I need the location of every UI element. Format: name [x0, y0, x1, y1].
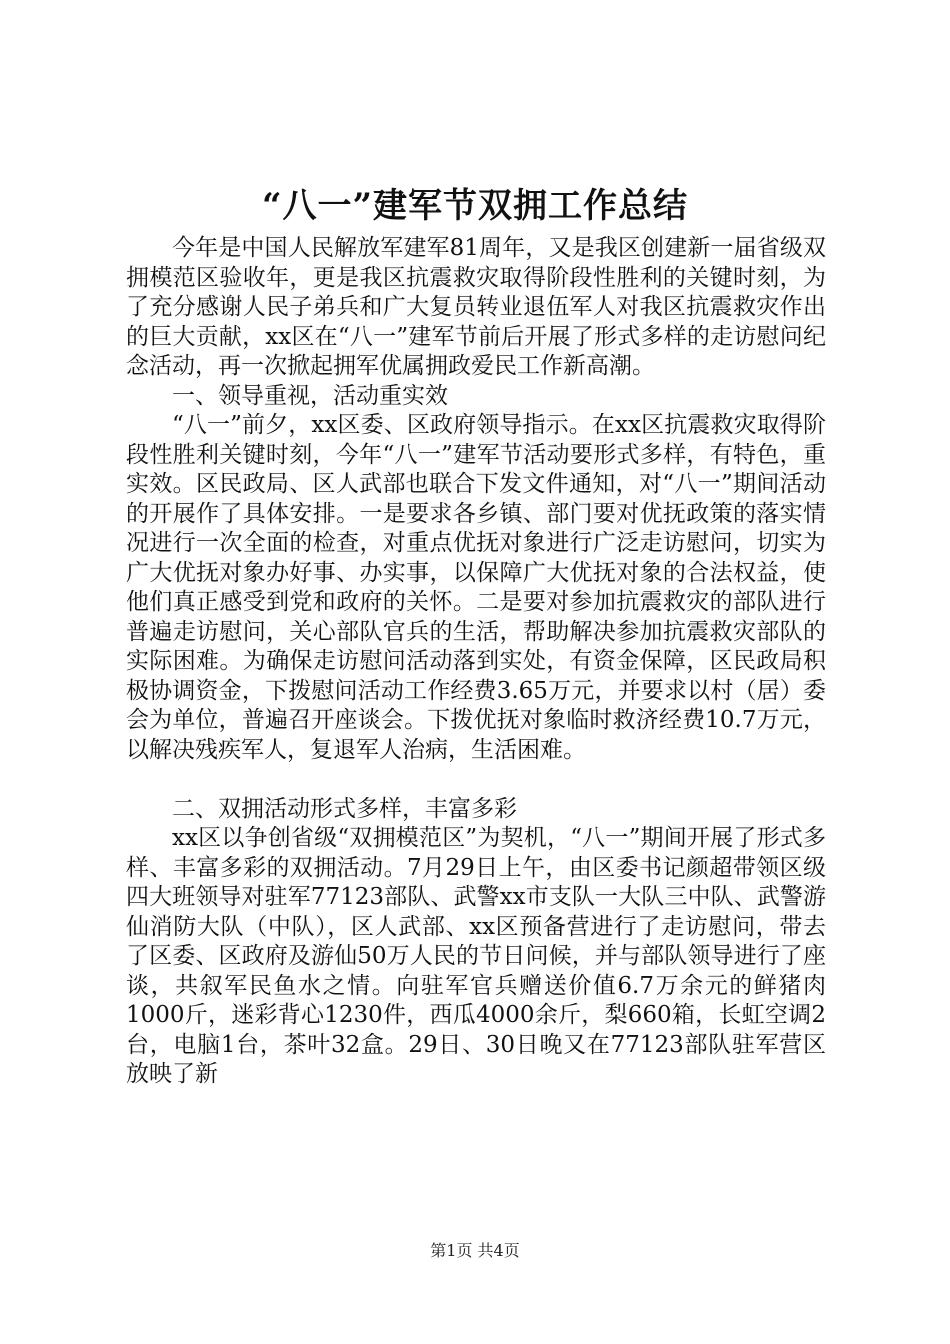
- section-spacer: [126, 765, 826, 795]
- intro-paragraph: 今年是中国人民解放军建军81周年，又是我区创建新一届省级双拥模范区验收年，更是我区抗震救灾取得阶段性胜利的关键时刻，为了充分感谢人民子弟兵和广大复员转业退伍军人对我区抗震救灾作出的巨大贡献，xx区在“八一”建军节前后开展了形式多样的走访慰问纪念活动，再一次掀起拥军优属拥政爱民工作新高潮。: [126, 235, 826, 379]
- section-2-heading: 二、双拥活动形式多样，丰富多彩: [172, 795, 517, 822]
- section-1-heading: 一、领导重视，活动重实效: [172, 382, 448, 409]
- section-2-paragraph: xx区以争创省级“双拥模范区”为契机，“八一”期间开展了形式多样、丰富多彩的双拥活动。7月29日上午，由区委书记颜超带领区级四大班领导对驻军77123部队、武警xx市支队一大队三中队、武警游仙消防大队（中队），区人武部、xx区预备营进行了走访慰问，带去了区委、区政府及游仙50万人民的节日问候，并与部队领导进行了座谈，共叙军民鱼水之情。向驻军官兵赠送价值6.7万余元的鲜猪肉1000斤，迷彩背心1230件，西瓜4000余斤，梨660箱，长虹空调2台，电脑1台，茶叶32盒。29日、30日晚又在77123部队驻军营区放映了新: [126, 825, 826, 1087]
- section-1-paragraph: “八一”前夕，xx区委、区政府领导指示。在xx区抗震救灾取得阶段性胜利关键时刻，今年“八一”建军节活动要形式多样，有特色，重实效。区民政局、区人武部也联合下发文件通知，对“八一”期间活动的开展作了具体安排。一是要求各乡镇、部门要对优抚政策的落实情况进行一次全面的检查，对重点优抚对象进行广泛走访慰问，切实为广大优抚对象办好事、办实事，以保障广大优抚对象的合法权益，使他们真正感受到党和政府的关怀。二是要对参加抗震救灾的部队进行普遍走访慰问，关心部队官兵的生活，帮助解决参加抗震救灾部队的实际困难。为确保走访慰问活动落到实处，有资金保障，区民政局积极协调资金，下拨慰问活动工作经费3.65万元，并要求以村（居）委会为单位，普遍召开座谈会。下拨优抚对象临时救济经费10.7万元，以解决残疾军人，复退军人治病，生活困难。: [126, 412, 826, 763]
- page-number-footer: 第1页 共4页: [430, 1241, 520, 1260]
- document-body: [126, 234, 826, 1090]
- document-title: “八一”建军节双拥工作总结: [261, 186, 689, 226]
